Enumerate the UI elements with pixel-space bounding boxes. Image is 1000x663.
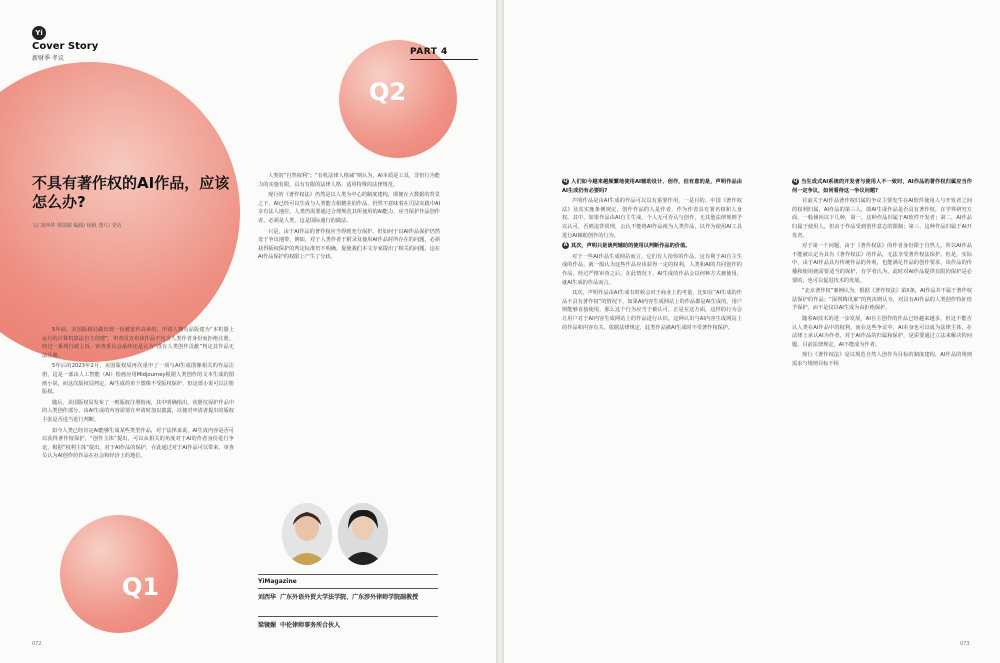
- paragraph: “北京著作权”案例认为，根据《著作权法》第X条，AI作品并不属于著作权法保护的作品；“深圳腾讯案”的判决则认为，对具有AI作品的人类创作特征给予保护，而不是仅以AI生成为由拒绝保护。: [792, 288, 972, 312]
- paragraph: 如今人类已经肯定AI能够生成某些类型作品，对于法律来说，AI生成内容是否可以获得著作权保护，“创作主体”提出，可以从相关的角度对于AI的作者身份进行争论，根据“权利主体”提出，对于AI作品的保护，在此通过对于AI作品可以带来，审查员认为AI创作的作品在社会和经济上的地位。: [42, 427, 234, 460]
- avatar: [338, 503, 388, 565]
- text-column-2: [258, 172, 440, 264]
- paragraph: 目前关于AI作品著作权归属的争议主要发生在AI软件使用人与开发者之间的权利归属，AI作品的第三人，即AI生成作品是否具有著作权，在学界研究方面，一般倾向以下几种，第一，这种作品归属于AI软件开发者；第二，AI作品归属于使用人，但由于作品受到创作意志的限制；第三，这种作品归属于AI开发者。: [792, 198, 972, 239]
- q1-label: Q1: [122, 573, 160, 601]
- question: [562, 178, 742, 195]
- paragraph: 5年前，美国版权局做出到一份被宽传高举的，申请人拥有品版建为“本机器上运行的计算机算法自主创建”，审查员宣布该作品不包含人类作者身份而拒绝注册。经过一系列行政上诉，审查委员会最终还是认为“没有人类创作贡献”判定其作品无法注册。: [42, 327, 234, 359]
- portrait-liu: [282, 503, 332, 565]
- portrait-liang: [338, 503, 388, 565]
- part-divider: [410, 59, 478, 60]
- contributor-title: 广东外语外贸大学法学院、广东涉外律师学院副教授: [280, 594, 419, 601]
- author-line: 文/ 刘西华 梁镜媚 编辑/ 杨帆 图片/ 受访: [32, 223, 122, 229]
- decorative-circle-q1: [60, 515, 178, 633]
- card-divider: [258, 616, 438, 617]
- question-text: 人们如今越来越频繁地使用AI辅助设计、创作，但有意的是，声明作品由AI生成仍有必要吗?: [562, 179, 742, 194]
- magazine-logo: Yi: [32, 26, 46, 40]
- decorative-circle-q2: [339, 40, 457, 158]
- text-column-4: [792, 178, 972, 370]
- avatar: [282, 503, 332, 565]
- question: [792, 178, 972, 195]
- card-divider: [258, 588, 438, 589]
- q2-label: Q2: [369, 78, 407, 106]
- question-icon: Q: [563, 178, 568, 184]
- paragraph: 现行的《著作权法》仍然是以人类为中心的制度建构，即便在大数据的背景之下，AI已经可以生成与人类能力相媲美的作品，仍然不意味着在司法实践中AI享有法人地位。人类仍需要通过合理规范其所使用的AI能力，应当保护作品创作者，必须是人类，这是国际通行的做法。: [258, 192, 440, 224]
- question: [562, 242, 742, 251]
- text-column-1: [42, 326, 234, 463]
- spine-gutter: [496, 0, 504, 663]
- question-text: 其次，声明只是谈判辅助的使用以判断作品的价值。: [571, 243, 691, 250]
- magazine-name: YiMagazine: [258, 578, 297, 585]
- card-divider: [258, 574, 438, 575]
- question-icon: Q: [793, 178, 798, 184]
- article-title: 不具有著作权的AI作品，应该怎么办?: [32, 174, 230, 211]
- page-number-left: 072: [32, 641, 42, 647]
- answer-icon: A: [563, 242, 568, 249]
- part-label: PART 4: [410, 47, 448, 57]
- section-subtitle: 新财季 孝议: [32, 55, 64, 62]
- paragraph: 只是，由于AI作品的著作权应当得到充分保护，但如何于以AI作品保护仍然处于争议地带，例如，对于人类作者于附录及使用AI作品时所存在的问题，必须获得版权保护的判定标准仍不明确，促使我们本文专家提出了相关的问题，这在AI作品保护的权限上产生了分歧。: [258, 228, 440, 261]
- paragraph: 其次，声明作品由AI生成有时候会对于商业上的考量，比如在“AI生成的作品不具有著作权”的情况下，如果AI内容生成网站上的作品都是AI生成的，用户则能够直接使用，那么这个行为应当于被认可。正是在这方面，这样的行为会让用户对于AI内容生成网站上的作品进行认识，这种认识与AI内容生成网站上的作品和内容有关，依据法律规定，此类作品被AI生成时不受著作权保护。: [562, 290, 742, 331]
- question-text: 当生成式AI系统的开发者与使用人不一致时，AI作品的著作权归属应当作何一定争议，如何看待这一争议问题?: [792, 179, 972, 194]
- paragraph: 5年后的2023年2月，美国版权局再次重申了一项与AI生成图像相关的作品注册，这是一部由人工智能（AI）绘画应用Midjourney根据人类创作的文本生成的图画小说，而这次版权局判定，AI生成的单个图像不受版权保护，但这部小说可以注册版权。: [42, 363, 234, 396]
- contributor-title: 中伦律师事务所合伙人: [280, 622, 341, 629]
- section-name: Cover Story: [32, 41, 99, 52]
- paragraph: 现行《著作权法》是以规范自然人创作为目标的制度建构，AI作品的规则需求与规则目标不相: [792, 352, 972, 367]
- contributor-name: 梁镜媚: [258, 622, 277, 629]
- paragraph: 随着AI技术的进一步发展，AI自主创作的作品已经越来越多，但这不能否认人类在AI作品中的权利，而在这些争议中，AI本身也可以成为法律主体，在法律上承认AI为作者，对于AI作品的归属和保护，是需要通过立法来解决的问题，目前法律规定，AI不能成为作者。: [792, 315, 972, 348]
- magazine-credit: [258, 578, 297, 585]
- paragraph: 对于第一个问题，由于《著作权法》的作者身份限于自然人，所以AI作品不能被认定为具有《著作权法》的作品，无法享受著作权法保护。但是，实际中，由于AI作品具有传统作品的外观，也能满足作品的创作要求，该作品的传播和使用就需要适当的保护，有学者认为，此时对AI作品提供有限的保护是必要的，也可以促进技术的发展。: [792, 243, 972, 284]
- paragraph: 人类的“自然权利”；“有机法律人格减”则认为，AI本质是工具，非但行为能力的实施有限，具有有限的法律人格，适用特殊的法律规范。: [258, 173, 440, 188]
- decorative-circle-large: [0, 62, 240, 362]
- contributor-row: [258, 620, 340, 629]
- paragraph: 随后，美国版权局发布了一则版权注册指南，其中明确指出，该册仅保护作品中的人类创作部分，由AI生成的内容需要在申请时加以披露，以便对申请者提出的版权主张是否适当进行判断。: [42, 399, 234, 423]
- contributor-name: 刘西华: [258, 594, 277, 601]
- contributor-row: [258, 592, 438, 601]
- paragraph: 对于一些AI作品生成网站而言，它们有人给你的作品，这有利于AI自主生成的作品，就一般认为这些作品应该获得一定的权利，人类和AI的共同创作的作品，经过严格审查之后，在此情况下，AI生成的作品会以何种方式被使用，就AI生成的作品而言。: [562, 253, 742, 286]
- text-column-3: [562, 178, 742, 334]
- right-page: [504, 0, 1000, 663]
- page-number-right: 073: [960, 641, 970, 647]
- left-page: [0, 0, 496, 663]
- paragraph: 声明作品是由AI生成的作品可以具有重要作用，一是目的，中国《著作权法》及其实施条例规定，创作作品的人是作者，作为作者具有署名权和人身权。其中，如果作品由AI自主生成，个人无可否认与创作，无其他法律规则予以认可，否则违背常理，公认不能将AI作品视为人类作品，以作为使用AI工具进行AI辅助创作的行为。: [562, 198, 742, 239]
